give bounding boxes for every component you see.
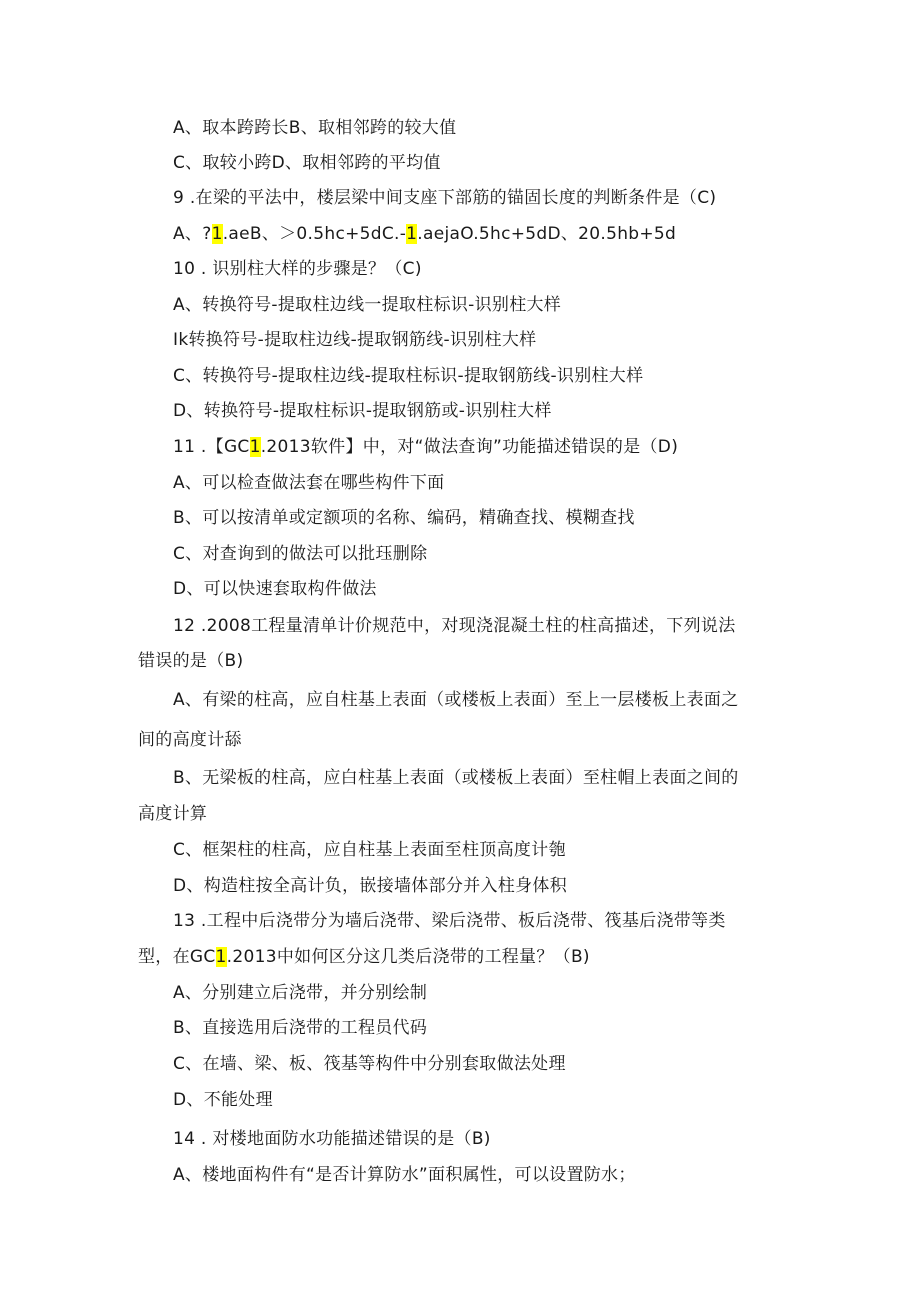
option-line: Ik转换符号-提取柱边线-提取钢筋线-识别柱大样 (173, 330, 537, 350)
option-line: A、转换符号-提取柱边线一提取柱标识-识别柱大样 (173, 295, 562, 315)
highlighted-text: 1 (406, 224, 418, 244)
highlighted-text: 1 (211, 224, 223, 244)
option-line: B、无梁板的柱高，应白柱基上表面（或楼板上表面）至柱帽上表面之间的 (173, 768, 739, 788)
option-line-continued: 高度计算 (138, 804, 208, 824)
option-line-continued: 间的高度计舔 (138, 730, 242, 750)
option-line: C、在墙、梁、板、筏基等构件中分别套取做法处理 (173, 1054, 566, 1074)
option-line: A、取本跨跨长B、取相邻跨的较大值 (173, 118, 457, 138)
option-line: A、有梁的柱高，应自柱基上表面（或楼板上表面）至上一层楼板上表面之 (173, 690, 739, 710)
question-9-options (173, 223, 676, 245)
text-segment: .aeB、＞0.5hc+5dC.- (222, 224, 407, 244)
question-14: 14 . 对楼地面防水功能描述错误的是（B) (173, 1129, 491, 1149)
question-11 (173, 436, 678, 458)
question-9: 9 .在梁的平法中，楼层梁中间支座下部筋的锚固长度的判断条件是（C) (173, 188, 717, 208)
question-12: 12 .2008工程量清单计价规范中，对现浇混凝土柱的柱高描述，下列说法 (173, 616, 736, 636)
highlighted-text: 1 (249, 437, 261, 457)
text-segment: A、? (173, 224, 212, 244)
option-line: C、对查询到的做法可以批珏删除 (173, 544, 428, 564)
text-segment: 11 .【GC (173, 437, 250, 457)
option-line: C、框架柱的柱高，应自柱基上表面至柱顶高度计匏 (173, 840, 566, 860)
option-line: D、可以快速套取构件做法 (173, 579, 377, 599)
option-line: D、不能处理 (173, 1090, 273, 1110)
text-segment: .2013软件】中，对“做法查询”功能描述错误的是（D) (260, 437, 679, 457)
question-13-continued (138, 946, 590, 968)
option-line: D、转换符号-提取柱标识-提取钢筋或-识别柱大样 (173, 401, 552, 421)
highlighted-text: 1 (215, 947, 227, 967)
option-line: B、直接选用后浇带的工程员代码 (173, 1018, 428, 1038)
option-line: A、分别建立后浇带，并分别绘制 (173, 983, 428, 1003)
question-12-continued: 错误的是（B) (138, 651, 244, 671)
option-line: B、可以按清单或定额项的名称、编码，精确查找、模糊查找 (173, 508, 635, 528)
question-10: 10 . 识别柱大样的步骤是？（C) (173, 259, 422, 279)
option-line: C、取较小跨D、取相邻跨的平均值 (173, 153, 441, 173)
text-segment: .aejaO.5hc+5dD、20.5hb+5d (417, 224, 677, 244)
text-segment: .2013中如何区分这几类后浇带的工程量？（B) (226, 947, 590, 967)
option-line: A、可以检查做法套在哪些构件下面 (173, 473, 445, 493)
option-line: D、构造柱按全高计负，嵌接墙体部分并入柱身体积 (173, 876, 567, 896)
question-13: 13 .工程中后浇带分为墙后浇带、梁后浇带、板后浇带、筏基后浇带等类 (173, 911, 726, 931)
option-line: C、转换符号-提取柱边线-提取柱标识-提取钢筋线-识别柱大样 (173, 366, 644, 386)
text-segment: 型，在GC (138, 947, 216, 967)
option-line: A、楼地面构件有“是否计算防水”面积属性，可以设置防水； (173, 1165, 636, 1185)
